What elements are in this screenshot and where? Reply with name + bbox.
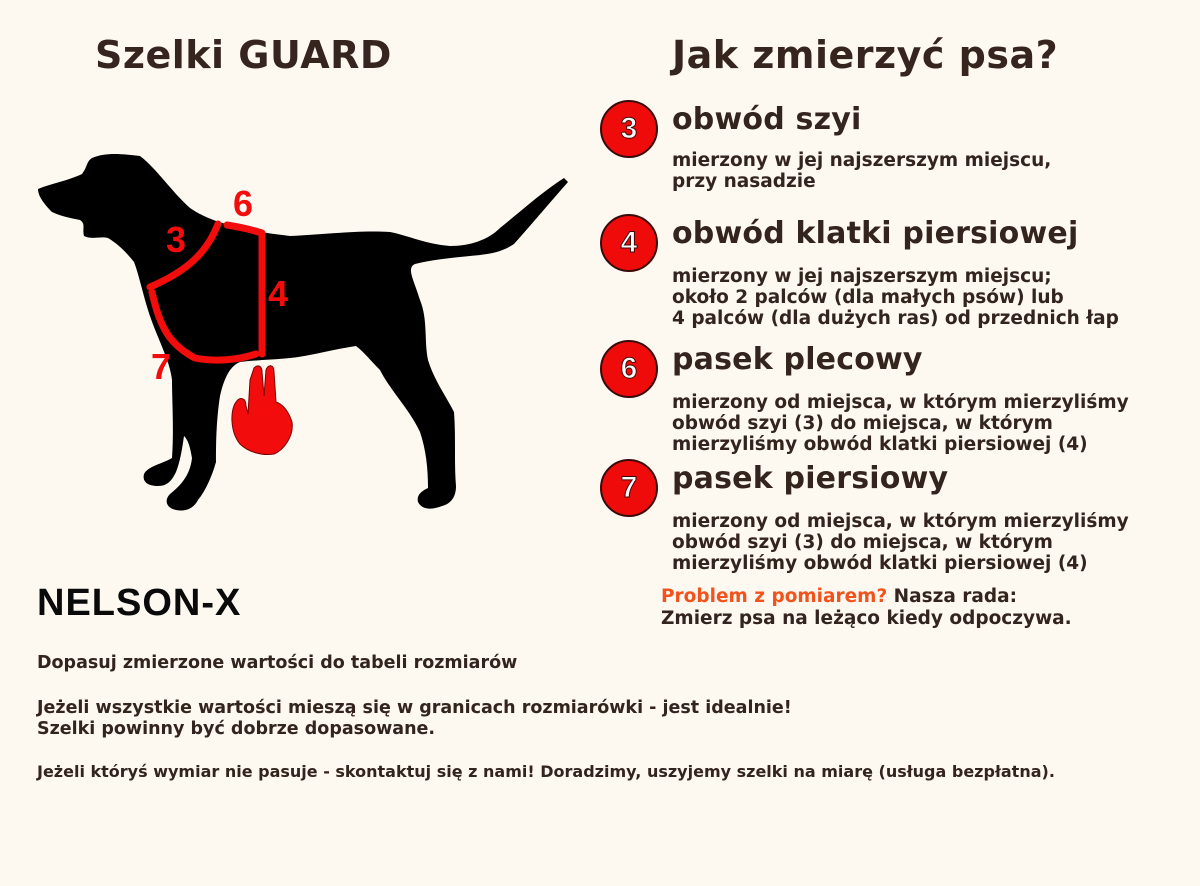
hand-fingers-icon xyxy=(232,366,292,455)
step-chest-girth xyxy=(600,214,1190,334)
desc-line: mierzyliśmy obwód klatki piersiowej (4) xyxy=(672,553,1088,574)
step-heading: obwód szyi xyxy=(672,102,862,137)
label-chest-strap: 7 xyxy=(151,346,172,387)
note-fit-ideal xyxy=(37,698,792,740)
step-description xyxy=(672,511,1129,574)
step-number-badge: 6 xyxy=(600,340,658,398)
step-number-badge: 3 xyxy=(600,100,658,158)
measurement-tip xyxy=(661,586,1072,630)
desc-line: mierzony od miejsca, w którym mierzyliśmy xyxy=(672,511,1129,532)
label-back-strap: 6 xyxy=(233,183,254,224)
desc-line: mierzony w jej najszerszym miejscu; xyxy=(672,266,1052,287)
label-neck: 3 xyxy=(166,219,187,260)
label-chest: 4 xyxy=(268,273,289,314)
step-neck-girth xyxy=(600,100,1190,200)
note-line: Jeżeli wszystkie wartości mieszą się w granicach rozmiarówki - jest idealnie! xyxy=(37,698,792,718)
step-back-strap xyxy=(600,340,1190,460)
dog-measurement-diagram xyxy=(30,140,610,520)
step-number-badge: 4 xyxy=(600,214,658,272)
step-description xyxy=(672,392,1129,455)
note-contact-us: Jeżeli któryś wymiar nie pasuje - skontaktuj się z nami! Doradzimy, uszyjemy szelki na miarę (usługa bezpłatna). xyxy=(37,762,1055,781)
step-heading: pasek piersiowy xyxy=(672,461,949,496)
step-description xyxy=(672,150,1051,192)
desc-line: mierzony od miejsca, w którym mierzyliśmy xyxy=(672,392,1129,413)
step-chest-strap xyxy=(600,459,1190,579)
note-match-size-table: Dopasuj zmierzone wartości do tabeli rozmiarów xyxy=(37,653,518,673)
desc-line: mierzony w jej najszerszym miejscu, xyxy=(672,150,1052,171)
tip-line-1 xyxy=(661,586,1072,608)
desc-line: przy nasadzie xyxy=(672,171,816,192)
step-heading: obwód klatki piersiowej xyxy=(672,216,1079,251)
tip-accent: Problem z pomiarem? xyxy=(661,586,888,607)
step-number-badge: 7 xyxy=(600,459,658,517)
product-title: Szelki GUARD xyxy=(95,33,392,77)
brand-logo: NELSON-X xyxy=(37,582,242,624)
desc-line: około 2 palców (dla małych psów) lub xyxy=(672,287,1064,308)
desc-line: mierzyliśmy obwód klatki piersiowej (4) xyxy=(672,434,1088,455)
note-line: Szelki powinny być dobrze dopasowane. xyxy=(37,719,436,739)
tip-rest: Nasza rada: xyxy=(887,586,1018,607)
desc-line: obwód szyi (3) do miejsca, w którym xyxy=(672,532,1053,553)
tip-line-2: Zmierz psa na leżąco kiedy odpoczywa. xyxy=(661,608,1072,629)
step-description xyxy=(672,266,1119,329)
desc-line: obwód szyi (3) do miejsca, w którym xyxy=(672,413,1053,434)
desc-line: 4 palców (dla dużych ras) od przednich łap xyxy=(672,308,1119,329)
step-heading: pasek plecowy xyxy=(672,342,923,377)
dog-silhouette-icon xyxy=(38,154,568,511)
measure-guide-title: Jak zmierzyć psa? xyxy=(672,33,1059,77)
